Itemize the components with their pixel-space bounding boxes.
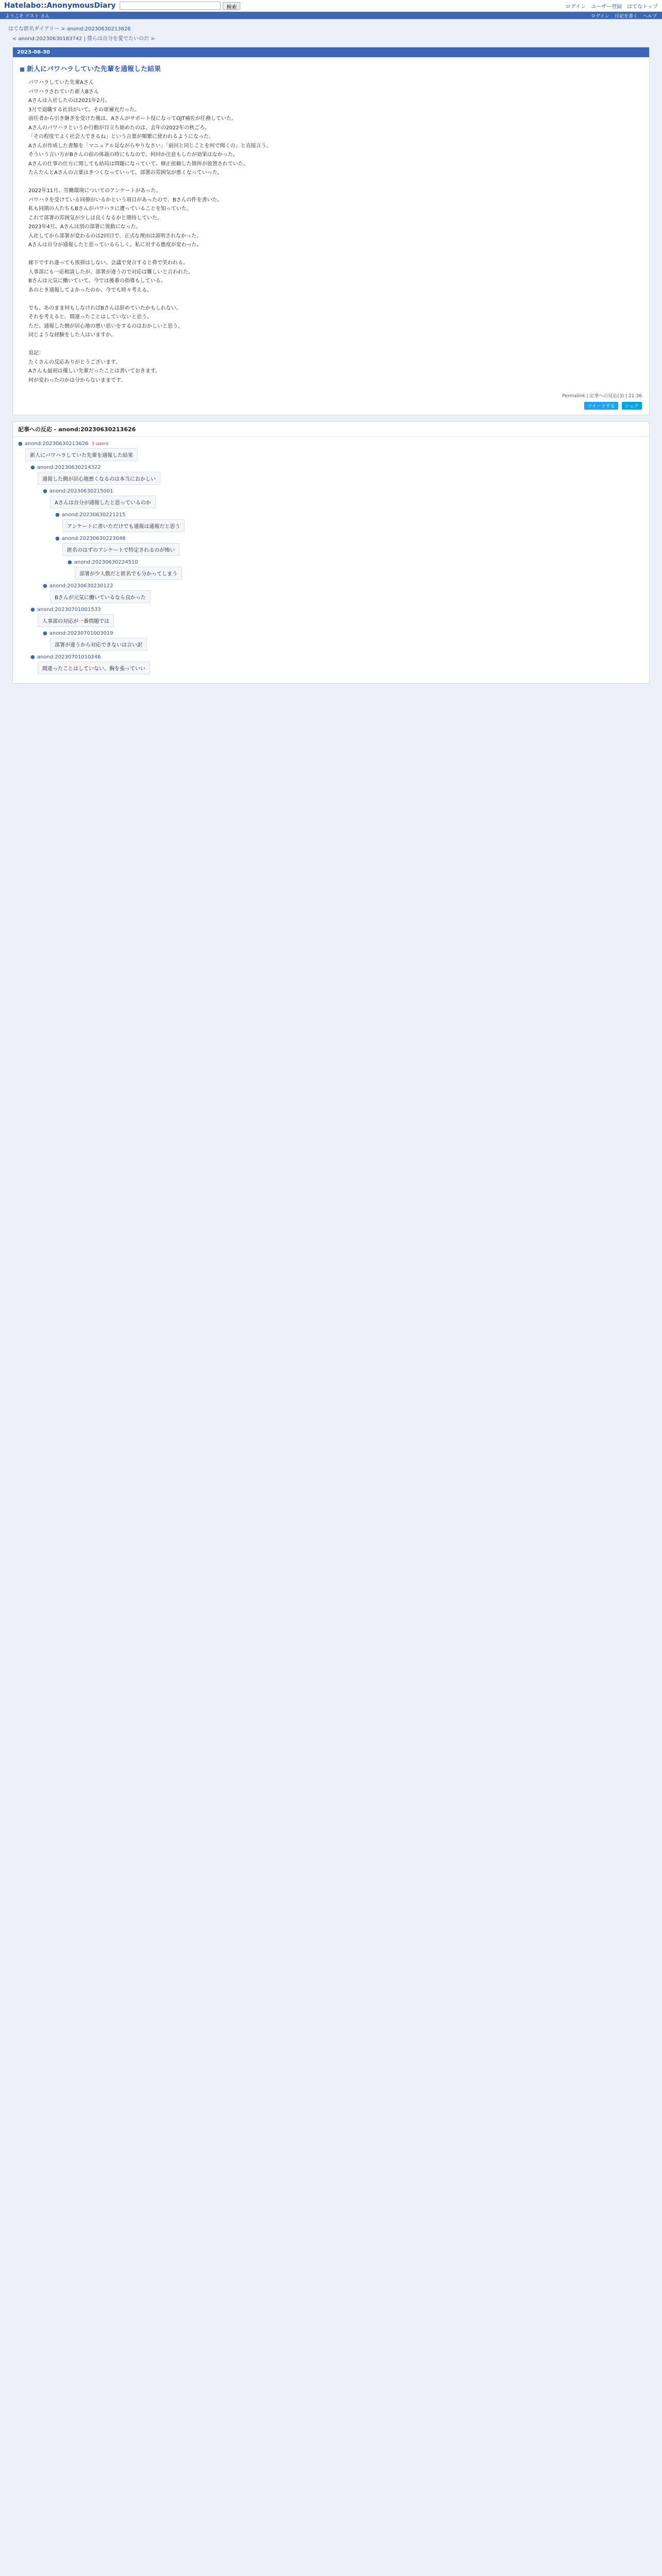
trackback-meta (18, 441, 644, 447)
trackback-item (43, 583, 644, 605)
entry-line: たんたんとAさんの言葉はきつくなっていって、部署の雰囲気が悪くなっていった。 (28, 170, 223, 176)
search-button[interactable]: 検索 (223, 2, 240, 10)
trackback-excerpt[interactable]: Aさんは自分が通報したと思っているのか (50, 496, 156, 509)
login-link[interactable]: ログイン (565, 4, 586, 10)
trackback-meta (55, 512, 644, 518)
bullet-icon: ● (43, 583, 47, 589)
entry-line: パワハラを受けている同僚がいるかという項目があったので、Bさんの件を書いた。 (28, 197, 223, 203)
trackback-id-link[interactable]: anond:20230630223048 (61, 536, 126, 541)
trackback-item (30, 465, 644, 486)
trackback-excerpt[interactable]: 匿名のはずのアンケートで特定されるのが怖い (62, 543, 179, 556)
entry-line: でも、あのまま何もしなければBさんは辞めていたかもしれない。 (28, 305, 181, 311)
entry-line: 何が変わったのかは分からないままです。 (28, 377, 126, 383)
header-links (566, 2, 658, 10)
trackback-id-link[interactable]: anond:20230701010246 (37, 654, 101, 660)
trackback-id-link[interactable]: anond:20230630221215 (61, 512, 126, 518)
trackback-id-link[interactable]: anond:20230630215001 (49, 488, 113, 494)
trackback-id-link[interactable]: anond:20230630224510 (74, 560, 138, 565)
trackback-tree (13, 437, 649, 683)
trackback-excerpt[interactable]: 通報した側が居心地悪くなるのは本当におかしい (38, 472, 160, 485)
trackback-id-link[interactable]: anond:20230701001533 (37, 607, 101, 613)
help-link[interactable]: ヘルプ (642, 13, 657, 19)
trackback-excerpt[interactable]: Bさんが元気に働いているなら良かった (50, 590, 151, 603)
trackback-meta (68, 560, 644, 565)
bullet-icon: ● (55, 536, 60, 541)
trackback-item (43, 488, 644, 510)
bullet-icon: ● (68, 560, 72, 565)
pager-links[interactable]: < anond:20230630183742 | 僕らは自分を愛でたいのだ > (12, 36, 155, 42)
trackback-excerpt[interactable]: 人事部の対応が一番問題では (38, 614, 114, 627)
trackback-excerpt[interactable]: 新人にパワハラしていた先輩を通報した結果 (25, 448, 138, 461)
entry-line: それを考えると、間違ったことはしていないと思う。 (28, 314, 152, 320)
sub-navigation (0, 12, 662, 19)
entry-line: Aさんのパワハラというか行動が目立ち始めたのは、去年の2022年の秋ごろ。 (28, 125, 210, 131)
entry-line: ただ、通報した側が居心地の悪い思いをするのはおかしいと思う。 (28, 323, 183, 329)
entry-line: 追記： (28, 350, 44, 356)
trackback-id-link[interactable]: anond:20230630213626 (24, 441, 89, 447)
trackback-item (55, 536, 644, 557)
entry-line: あのとき通報してよかったのか、今でも時々考える。 (28, 287, 152, 293)
trackback-excerpt[interactable]: 間違ったことはしていない、胸を張っていい (38, 662, 150, 674)
entry-title-link[interactable]: 新人にパワハラしていた先輩を通報した結果 (27, 65, 161, 73)
entry-line: これで部署の雰囲気が少しは良くなるかと期待していた。 (28, 215, 162, 221)
bullet-icon: ● (55, 512, 60, 518)
trackback-note[interactable]: 3 users (91, 442, 109, 447)
trackback-excerpt[interactable]: 部署が違うから対応できないは言い訳 (50, 638, 147, 651)
entry-line: 「その程度でよく社会人できるね」という言葉が頻繁に使われるようになった。 (28, 134, 214, 140)
entry-line: Aさんの仕事の仕方に関しても結局は問題になっていて、修正依頼した箇所が放置されていた。 (28, 161, 249, 167)
trackback-meta (30, 607, 644, 613)
entry-line: 廊下ですれ違っても挨拶はしない。会議で発言すると鼻で笑われる。 (28, 260, 188, 266)
trackback-excerpt[interactable]: アンケートに書いただけでも通報は通報だと思う (62, 519, 185, 532)
trackback-meta (55, 536, 644, 541)
trackback-id-link[interactable]: anond:20230630214322 (37, 465, 101, 470)
trackback-title: 記事への反応 - anond:20230630213626 (13, 422, 649, 437)
entry-line: Aさんも最初は優しい先輩だったことは書いておきます。 (28, 368, 161, 374)
trackback-section (12, 421, 650, 684)
write-diary-link[interactable]: 日記を書く (614, 13, 638, 19)
trackback-meta (43, 583, 644, 589)
share-button[interactable]: シェア (622, 402, 642, 410)
entry-line: Aさんが作成した書類を「マニュアル見ながらやりなさい」「前回と同じことを何で聞くの」と直接言う。 (28, 143, 272, 149)
signup-link[interactable]: ユーザー登録 (591, 4, 622, 10)
title-square-icon (20, 67, 24, 72)
trackback-item (30, 654, 644, 676)
site-logo[interactable]: Hatelabo::AnonymousDiary (4, 2, 116, 10)
hatena-top-link[interactable]: はてなトップ (627, 4, 658, 10)
entry-line (28, 340, 640, 349)
entry-line: Aさんは入社したのは2021年2月。 (28, 98, 110, 104)
entry-line (28, 178, 640, 187)
site-header (0, 0, 662, 12)
trackback-id-link[interactable]: anond:20230630230122 (49, 583, 113, 589)
entry-line (28, 250, 640, 259)
trackback-meta (43, 488, 644, 494)
entry-line: たくさんの反応ありがとうございます。 (28, 359, 121, 365)
entry-line: 入社してから部署が変わるのは2回目で、正式な理由は説明されなかった。 (28, 233, 202, 239)
bullet-icon: ● (30, 465, 35, 470)
bullet-icon: ● (18, 441, 23, 447)
bullet-icon: ● (43, 631, 47, 636)
entry-line: パワハラしていた先輩Aさん (28, 80, 94, 86)
breadcrumb-link[interactable]: はてな匿名ダイアリー > anond:20230630213626 (8, 26, 131, 32)
entry-line: 3月で退職する社員がいて、その席補充だった。 (28, 107, 140, 113)
entry-line: 同じような経験をした人はいますか。 (28, 332, 116, 338)
entry-line: 前任者から引き継ぎを受けた後は、Aさんがサポート役になってOJT補佐が任務していた。 (28, 116, 237, 122)
bullet-icon: ● (30, 607, 35, 613)
trackback-item (55, 512, 644, 534)
trackback-meta (30, 465, 644, 470)
bullet-icon: ● (30, 654, 35, 660)
trackback-id-link[interactable]: anond:20230701003019 (49, 631, 113, 636)
entry-line: 2023年4月、Aさんは別の部署に異動になった。 (28, 224, 141, 230)
trackback-item (30, 607, 644, 629)
entry-line: 私も同期の人たちもBさんがパワハラに遭っていることを知っていた。 (28, 206, 192, 212)
bullet-icon: ● (43, 488, 47, 494)
entry-pager (0, 33, 662, 47)
entry-line (28, 295, 640, 304)
trackback-item (68, 560, 644, 581)
entry-line: 2022年11月、労働環境についてのアンケートがあった。 (28, 188, 161, 194)
trackback-meta (30, 654, 644, 660)
entry-card (12, 47, 650, 415)
entry-footer: Permalink | 記事への反応(3) | 21:36 (562, 394, 642, 399)
trackback-excerpt[interactable]: 部署が少人数だと匿名でも分かってしまう (75, 567, 182, 580)
share-buttons (13, 402, 649, 415)
entry-line: Bさんは元気に働いていて、今では後輩の指導もしている。 (28, 278, 166, 284)
breadcrumb (0, 19, 662, 33)
subnav-login[interactable]: ログイン (591, 13, 609, 19)
entry-line: そういう言い方がBさんの前の体裁の時にもなので、何回か注意もしたが効果はなかった。 (28, 152, 238, 158)
tweet-button[interactable]: ツイートする (584, 402, 618, 410)
entry-line: 人事部にも一応相談したが、部署が違うので対応は難しいと言われた。 (28, 269, 193, 275)
entry-body (13, 78, 649, 392)
entry-line: Aさんは自分が通報したと思っているらしく、私に対する態度が変わった。 (28, 242, 202, 248)
trackback-item (43, 631, 644, 652)
entry-title (13, 57, 649, 78)
entry-line: パワハラされていた新人Bさん (28, 89, 99, 95)
trackback-meta (43, 631, 644, 636)
search-input[interactable] (120, 2, 221, 10)
trackback-item (18, 441, 644, 463)
entry-date: 2023-06-30 (13, 47, 649, 57)
welcome-text: ようこそ ゲスト さん (5, 13, 50, 19)
